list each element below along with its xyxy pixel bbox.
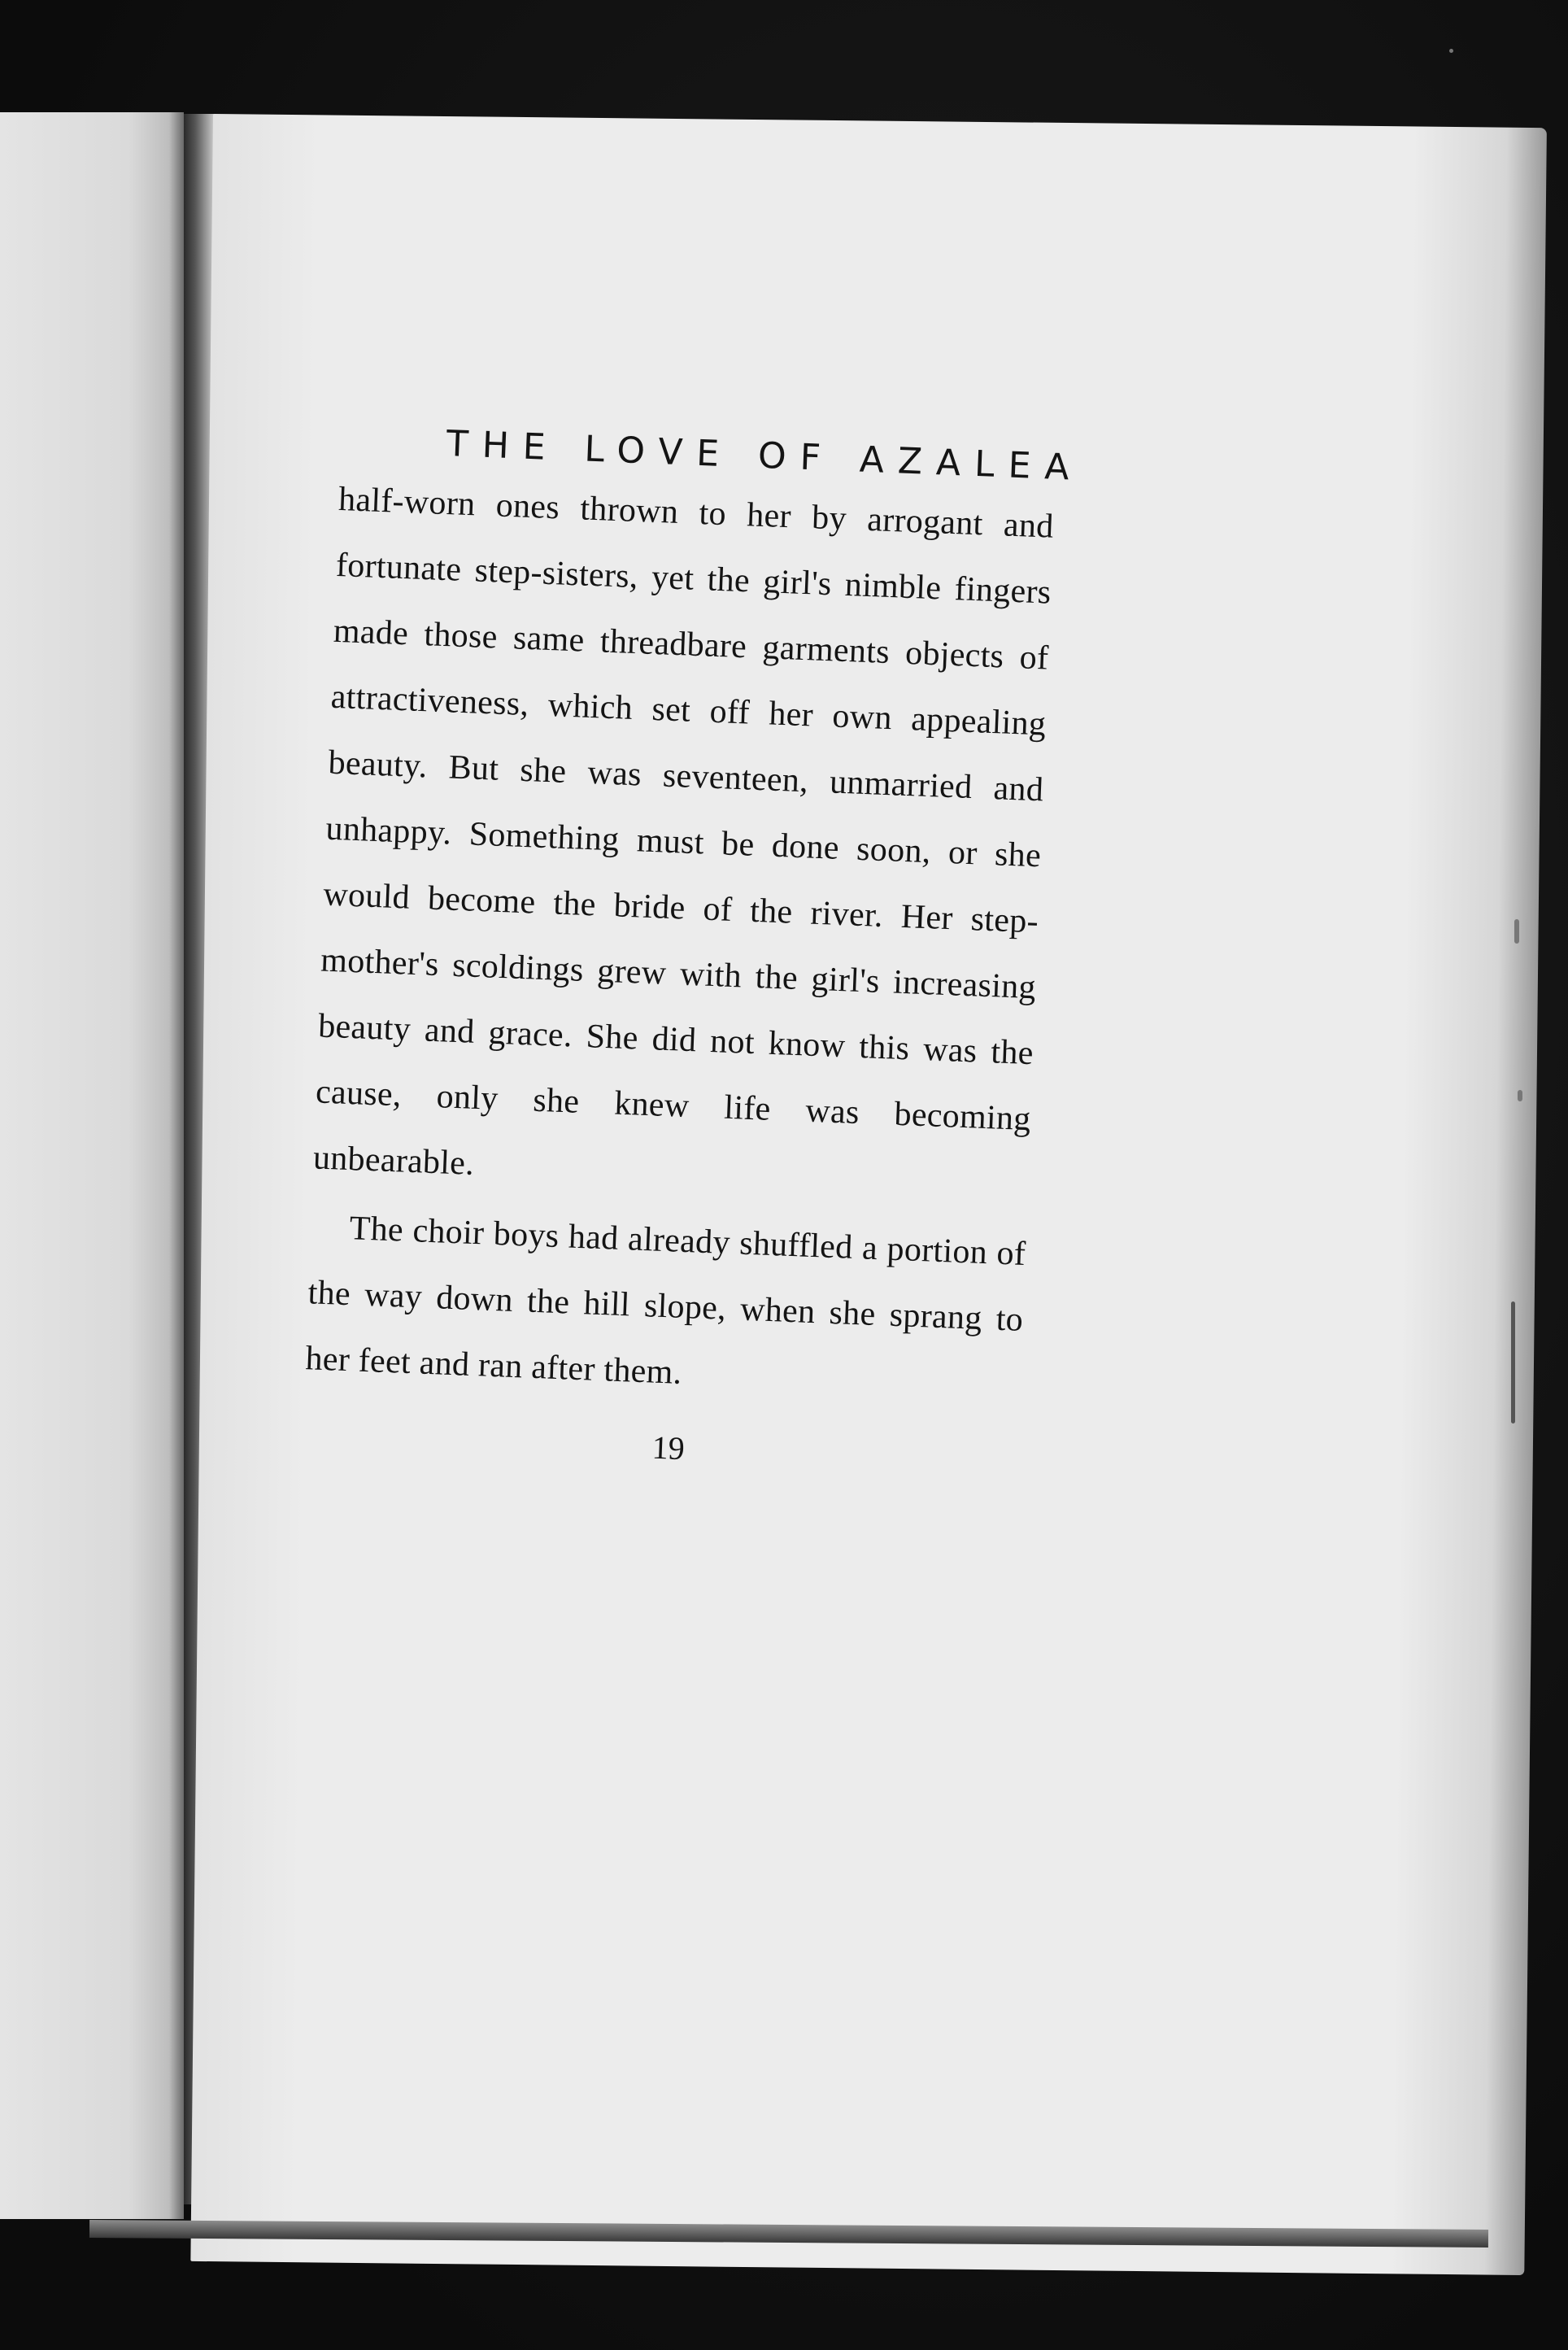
running-head: THE LOVE OF AZALEA	[445, 422, 1084, 490]
facing-page-edge	[0, 112, 184, 2219]
scan-speck	[1518, 1090, 1522, 1101]
paragraph: half-worn ones thrown to her by arrogant and fortunate step-sisters, yet the girl's nimble fingers made those same threadbare garments objects of attractiveness, which set off her own appealing beauty. But she was seventeen, unmarried and unhappy. Something must be done soon, or she would become the bride of the river. Her step-mother's scoldings grew with the girl's increasing beauty and grace. She did not know this was the cause, only she knew life was becoming unbearable.	[312, 480, 1055, 1183]
scan-speck	[1514, 919, 1519, 944]
page-text-block	[302, 419, 1084, 1480]
page-number: 19	[651, 1428, 686, 1467]
paragraph: The choir boys had already shuffled a portion of the way down the hill slope, when she sprang to her feet and ran after them.	[304, 1210, 1027, 1392]
scan-speck	[1511, 1301, 1515, 1424]
scan-speck	[1449, 49, 1453, 53]
